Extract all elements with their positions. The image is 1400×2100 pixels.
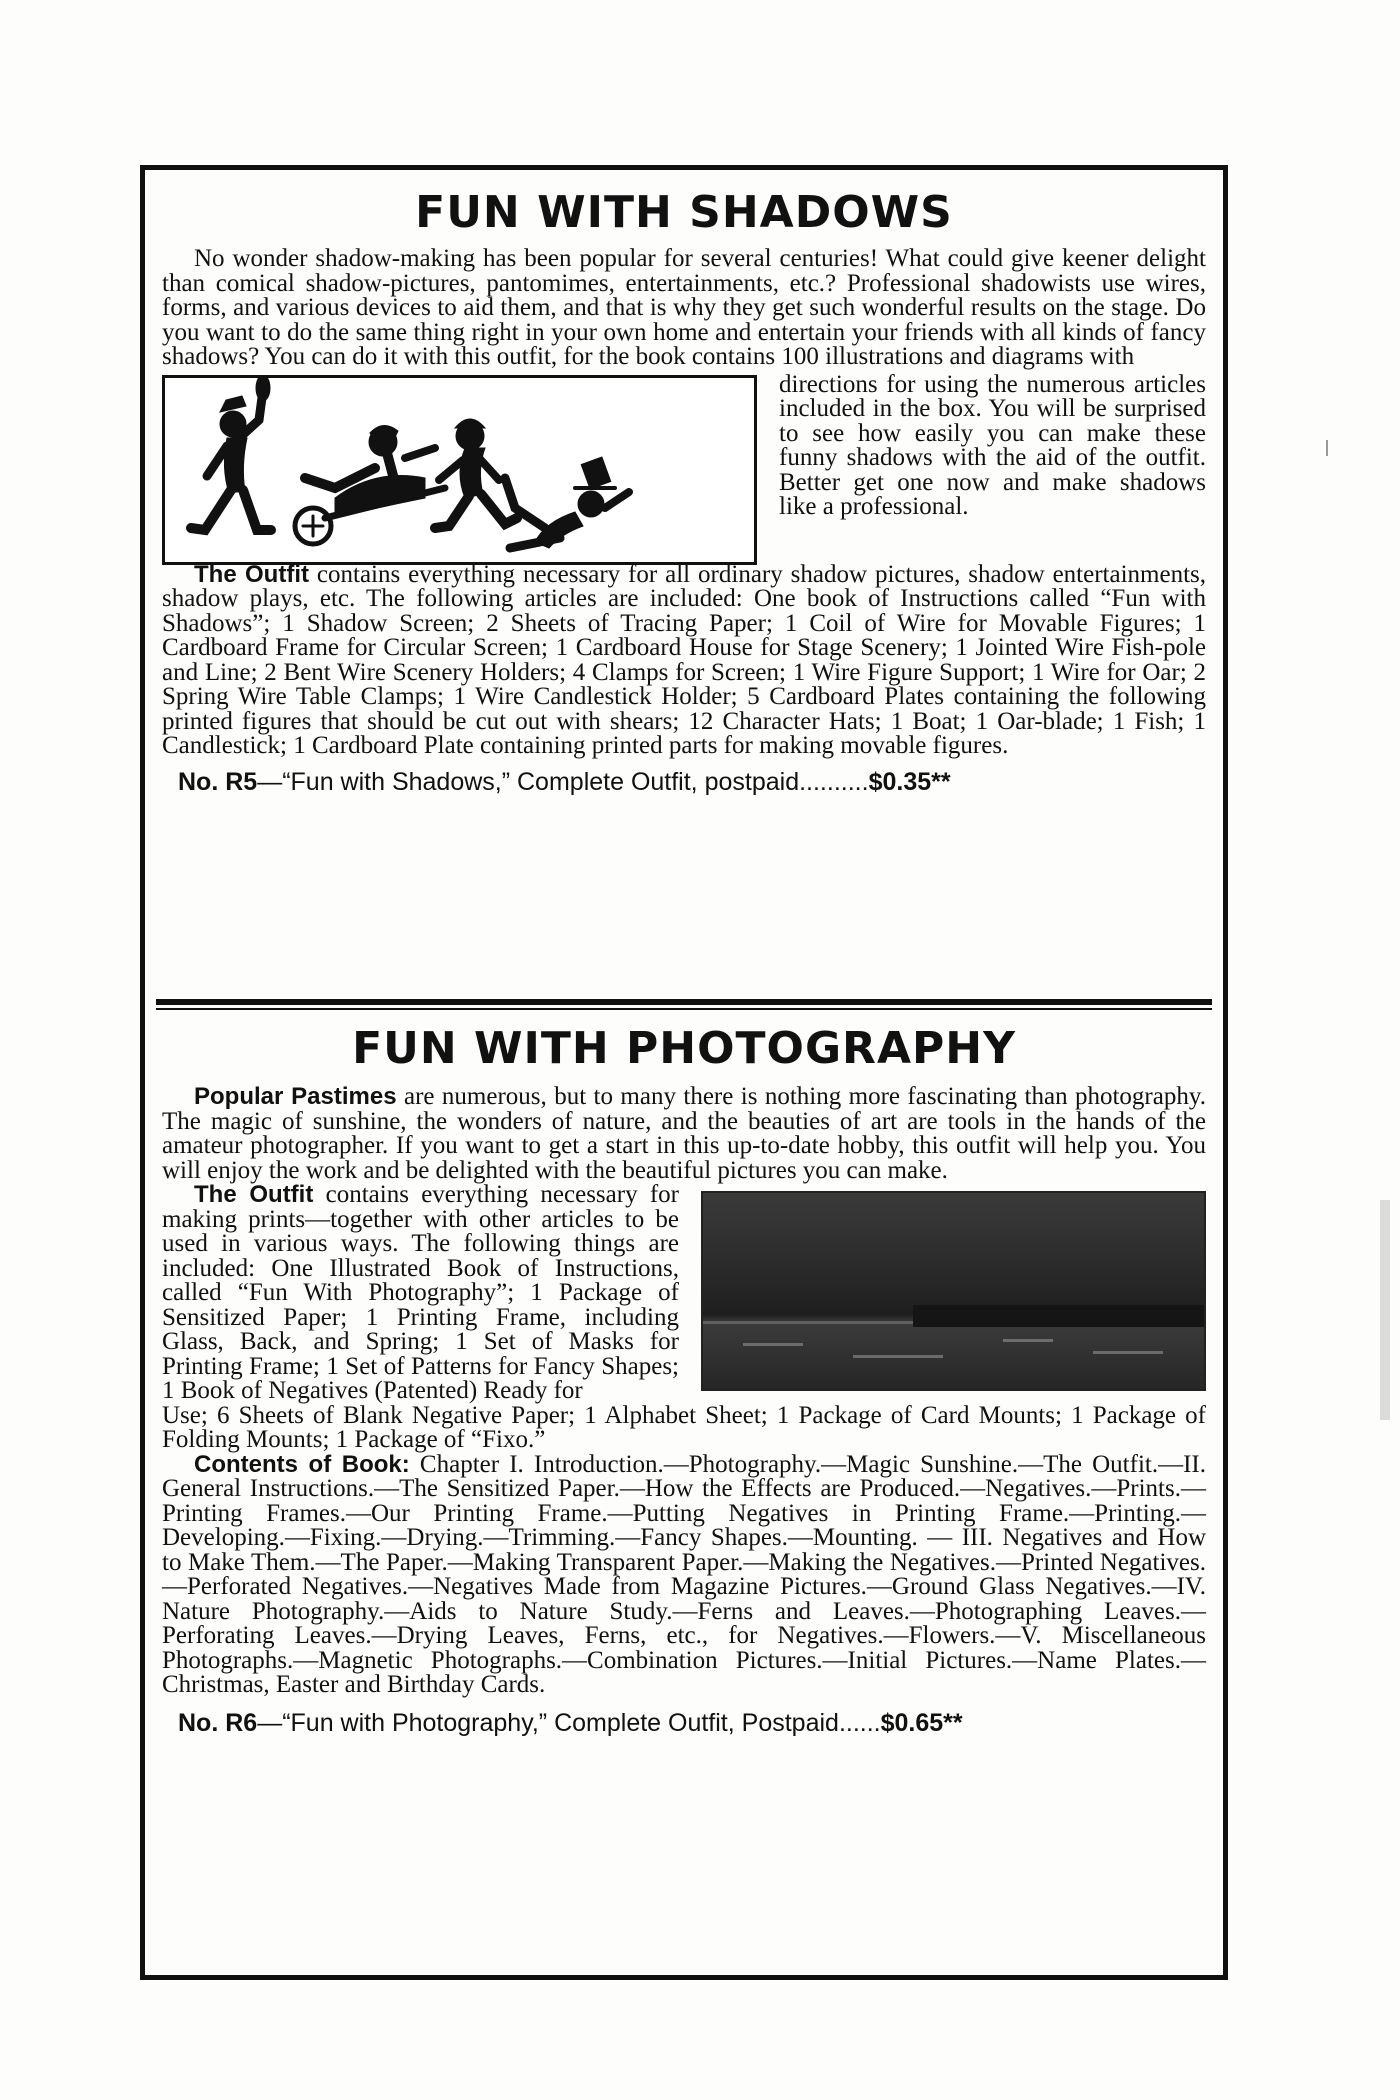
shadows-title: FUN WITH SHADOWS: [415, 187, 953, 238]
photography-order-price: $0.65**: [880, 1708, 963, 1737]
shadows-outfit-lead: The Outfit: [194, 560, 309, 588]
shadows-order-number: No. R5: [178, 767, 258, 796]
photography-order-line: [162, 1708, 1206, 1738]
shadows-order-description: —“Fun with Shadows,” Complete Outfit, postpaid..........: [257, 767, 869, 796]
photography-order-description: —“Fun with Photography,” Complete Outfit, Postpaid......: [257, 1708, 881, 1737]
shadows-outfit-text: contains everything necessary for all ordinary shadow pictures, shadow entertainments, shadow plays, etc. The following articles are included: One book of Instructions called “Fun with Shadows”; 1 Shadow Screen; 2 Sheets of Tracing Paper; 1 Coil of Wire for Movable Figures; 1 Cardboard Frame for Circular Screen; 1 Cardboard House for Stage Scenery; 1 Jointed Wire Fish-pole and Line; 2 Bent Wire Scenery Holders; 4 Clamps for Screen; 1 Wire Figure Support; 1 Wire for Oar; 2 Spring Wire Table Clamps; 1 Wire Candlestick Holder; 5 Cardboard Plates containing the following printed figures that should be cut out with shears; 12 Character Hats; 1 Boat; 1 Oar-blade; 1 Fish; 1 Candlestick; 1 Cardboard Plate containing printed parts for making movable figures.: [162, 560, 1206, 759]
photography-outfit-first: [162, 1183, 679, 1404]
shadows-image-row: [162, 370, 1206, 565]
shadow-figures-icon: [165, 378, 754, 562]
photography-intro-paragraph: [162, 1085, 1206, 1183]
photography-title: FUN WITH PHOTOGRAPHY: [352, 1023, 1016, 1074]
section-divider-thick: [156, 999, 1212, 1005]
photography-outfit-rest: Use; 6 Sheets of Blank Negative Paper; 1 Alphabet Sheet; 1 Package of Card Mounts; 1 Package of Folding Mounts; 1 Package of “Fixo.”: [162, 1401, 1206, 1453]
photography-section: [162, 1023, 1206, 1738]
photography-image-row: [162, 1183, 1206, 1404]
advertisement-frame: [140, 165, 1228, 1980]
shadows-intro: No wonder shadow-making has been popular for several centuries! What could give keener delight than comical shadow-pictures, pantomimes, entertainments, etc.? Professional shadowists use wires, forms, and various devices to aid them, and that is why they get such wonderful results on the stage. Do you want to do the same thing right in your own home and entertain your friends with all kinds of fancy shadows? You can do it with this outfit, for the book contains 100 illustrations and diagrams with: [162, 245, 1206, 370]
photography-contents-paragraph: [162, 1450, 1206, 1698]
shadows-order-line: [162, 767, 1206, 797]
photography-intro-text: are numerous, but to many there is nothing more fascinating than photography. The magic of sunshine, the wonders of nature, and the beauties of art are tools in the hands of the amateur photographer. If you want to get a start in this up-to-date hobby, this outfit will help you. You will enjoy the work and be delighted with the beautiful pictures you can make.: [162, 1083, 1206, 1184]
section-divider-thin: [156, 1008, 1212, 1010]
scan-speck: [1326, 440, 1328, 456]
shadow-figures-illustration: [162, 375, 757, 565]
shadows-section: [162, 187, 1206, 797]
scan-edge-mark: [1380, 1200, 1390, 1420]
photography-contents-text: Chapter I. Introduction.—Photography.—Magic Sunshine.—The Outfit.—II. General Instructions.—The Sensitized Paper.—How the Effects are Produced.—Negatives.—Prints.—Printing Frames.—Our Printing Frame.—Putting Negatives in Printing Frame.—Printing.—Developing.—Fixing.—Drying.—Trimming.—Fancy Shapes.—Mounting. — III. Negatives and How to Make Them.—The Paper.—Making Transparent Paper.—Making the Negatives.—Printed Negatives.—Perforated Negatives.—Negatives Made from Magazine Pictures.—Ground Glass Negatives.—IV. Nature Photography.—Aids to Nature Study.—Ferns and Leaves.—Photographing Leaves.—Perforating Leaves.—Drying Leaves, Ferns, etc., for Negatives.—Flowers.—V. Miscellaneous Photographs.—Magnetic Photographs.—Combination Pictures.—Initial Pictures.—Name Plates.—Christmas, Easter and Birthday Cards.: [162, 1450, 1206, 1698]
shadows-order-price: $0.35**: [868, 767, 951, 796]
photograph-sample-image: [701, 1191, 1206, 1391]
photography-intro-lead: Popular Pastimes: [194, 1083, 397, 1110]
photography-outfit-first-text: contains everything necessary for making prints—together with other articles to be used in various ways. The following things are included: One Illustrated Book of Instructions, called “Fun With Photography”; 1 Package of Sensitized Paper; 1 Printing Frame, including Glass, Back, and Spring; 1 Set of Masks for Printing Frame; 1 Set of Patterns for Fancy Shapes; 1 Book of Negatives (Patented) Ready for: [162, 1181, 679, 1404]
photography-outfit-lead: The Outfit: [194, 1181, 314, 1208]
shadows-beside-image-text: directions for using the numerous articles included in the box. You will be surprised to see how easily you can make these funny shadows with the aid of the outfit. Better get one now and make shadows like a professional.: [779, 370, 1206, 520]
photography-contents-lead: Contents of Book:: [194, 1450, 410, 1478]
photography-order-number: No. R6: [178, 1708, 258, 1737]
shadows-outfit-paragraph: [162, 560, 1206, 759]
